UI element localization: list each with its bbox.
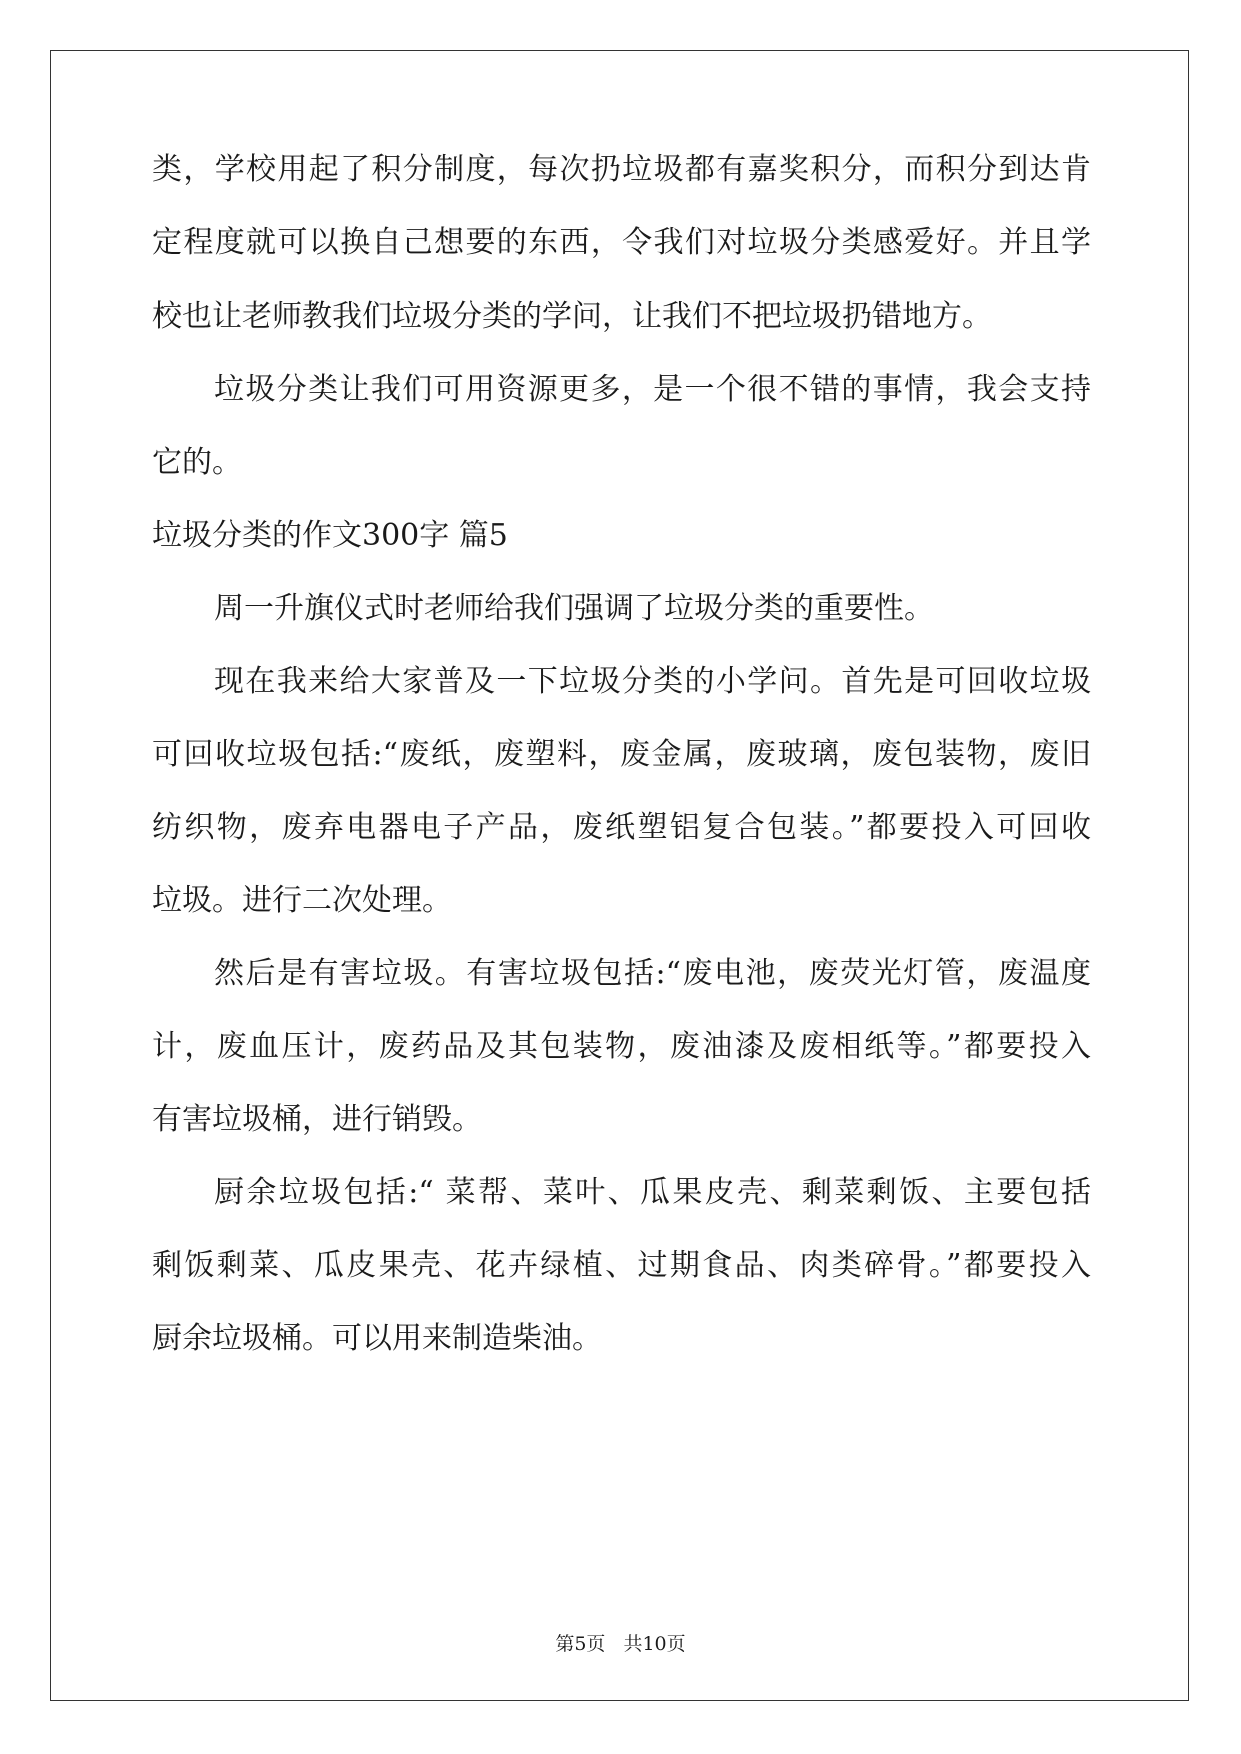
paragraph-line: 垃圾。进行二次处理。 bbox=[152, 883, 452, 918]
page-total: 共10页 bbox=[623, 1633, 686, 1655]
paragraph-line: 厨余垃圾包括:“ 菜帮、菜叶、瓜果皮壳、剩菜剩饭、主要包括 bbox=[214, 1175, 1091, 1210]
paragraph-line: 类，学校用起了积分制度，每次扔垃圾都有嘉奖积分，而积分到达肯 bbox=[152, 152, 1091, 187]
paragraph-line: 它的。 bbox=[152, 445, 242, 480]
paragraph-line: 计，废血压计，废药品及其包装物，废油漆及废相纸等。”都要投入 bbox=[152, 1029, 1091, 1064]
paragraph-line: 周一升旗仪式时老师给我们强调了垃圾分类的重要性。 bbox=[214, 591, 934, 626]
paragraph-line: 有害垃圾桶，进行销毁。 bbox=[152, 1102, 482, 1137]
paragraph-line: 然后是有害垃圾。有害垃圾包括:“废电池，废荧光灯管，废温度 bbox=[214, 956, 1091, 991]
paragraph-line: 厨余垃圾桶。可以用来制造柴油。 bbox=[152, 1321, 602, 1356]
section-heading: 垃圾分类的作文300字 篇5 bbox=[152, 518, 508, 553]
paragraph-line: 纺织物，废弃电器电子产品，废纸塑铝复合包装。”都要投入可回收 bbox=[152, 810, 1091, 845]
page-number: 第5页 bbox=[555, 1633, 606, 1655]
page-footer bbox=[0, 1632, 1241, 1656]
paragraph-line: 垃圾分类让我们可用资源更多，是一个很不错的事情，我会支持 bbox=[214, 372, 1091, 407]
paragraph-line: 定程度就可以换自己想要的东西，令我们对垃圾分类感爱好。并且学 bbox=[152, 225, 1091, 260]
paragraph-line: 现在我来给大家普及一下垃圾分类的小学问。首先是可回收垃圾 bbox=[214, 664, 1091, 699]
paragraph-line: 可回收垃圾包括:“废纸，废塑料，废金属，废玻璃，废包装物，废旧 bbox=[152, 737, 1091, 772]
paragraph-line: 剩饭剩菜、瓜皮果壳、花卉绿植、过期食品、肉类碎骨。”都要投入 bbox=[152, 1248, 1091, 1283]
paragraph-line: 校也让老师教我们垃圾分类的学问，让我们不把垃圾扔错地方。 bbox=[152, 299, 992, 334]
